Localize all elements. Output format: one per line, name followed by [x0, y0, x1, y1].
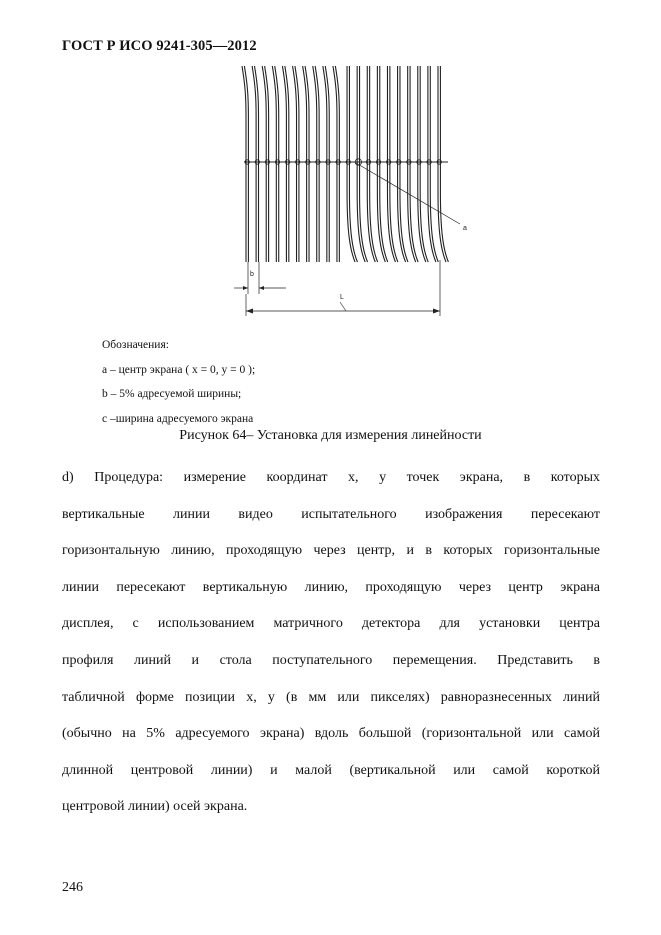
paragraph-line: горизонтальную линию, проходящую через центр, и в которых горизонтальные	[62, 543, 600, 559]
test-line	[420, 66, 428, 262]
test-line	[370, 66, 378, 262]
test-line	[410, 66, 418, 262]
linearity-diagram	[232, 62, 472, 322]
legend-item-c: c –ширина адресуемого экрана	[102, 412, 254, 425]
test-line	[390, 66, 398, 262]
test-line	[400, 66, 408, 262]
test-line	[323, 66, 327, 262]
test-line	[333, 66, 337, 262]
legend-item-a: a – центр экрана ( x = 0, y = 0 );	[102, 363, 256, 376]
paragraph-line: табличной форме позиции x, y (в мм или пикселях) равноразнесенных линий	[62, 689, 600, 705]
test-line	[380, 66, 388, 262]
legend-title: Обозначения:	[102, 339, 169, 351]
figure-caption: Рисунок 64– Установка для измерения линейности	[179, 428, 482, 443]
page-number: 246	[62, 880, 83, 895]
test-line	[282, 66, 286, 262]
paragraph-line: профиля линий и стола поступательного перемещения. Представить в	[62, 652, 600, 668]
paragraph-line: длинной центровой линии) и малой (вертикальной или самой короткой	[62, 762, 600, 778]
test-line	[430, 66, 438, 262]
test-line	[440, 66, 448, 262]
test-line	[313, 66, 317, 262]
paragraph-line: d) Процедура: измерение координат x, y точек экрана, в которых	[62, 470, 600, 485]
test-line	[252, 66, 256, 262]
paragraph-line: (обычно на 5% адресуемого экрана) вдоль большой (горизонтальной или самой	[62, 726, 600, 742]
test-line	[272, 66, 276, 262]
label-L: L	[340, 294, 344, 301]
legend-item-b: b – 5% адресуемой ширины;	[102, 388, 242, 400]
procedure-paragraph	[62, 460, 600, 826]
test-line	[303, 66, 307, 262]
paragraph-line: дисплея, с использованием матричного детектора для установки центра	[62, 616, 600, 632]
test-line	[262, 66, 266, 262]
legend	[102, 333, 255, 431]
label-b: b	[250, 271, 254, 278]
paragraph-line: вертикальные линии видео испытательного изображения пересекают	[62, 506, 600, 522]
label-a: a	[463, 225, 467, 232]
paragraph-line: линии пересекают вертикальную линию, проходящую через центр экрана	[62, 579, 600, 595]
test-line	[242, 66, 246, 262]
test-line	[293, 66, 297, 262]
document-header: ГОСТ Р ИСО 9241-305—2012	[62, 38, 257, 54]
paragraph-line: центровой линии) осей экрана.	[62, 799, 248, 815]
linearity-figure	[232, 62, 472, 327]
